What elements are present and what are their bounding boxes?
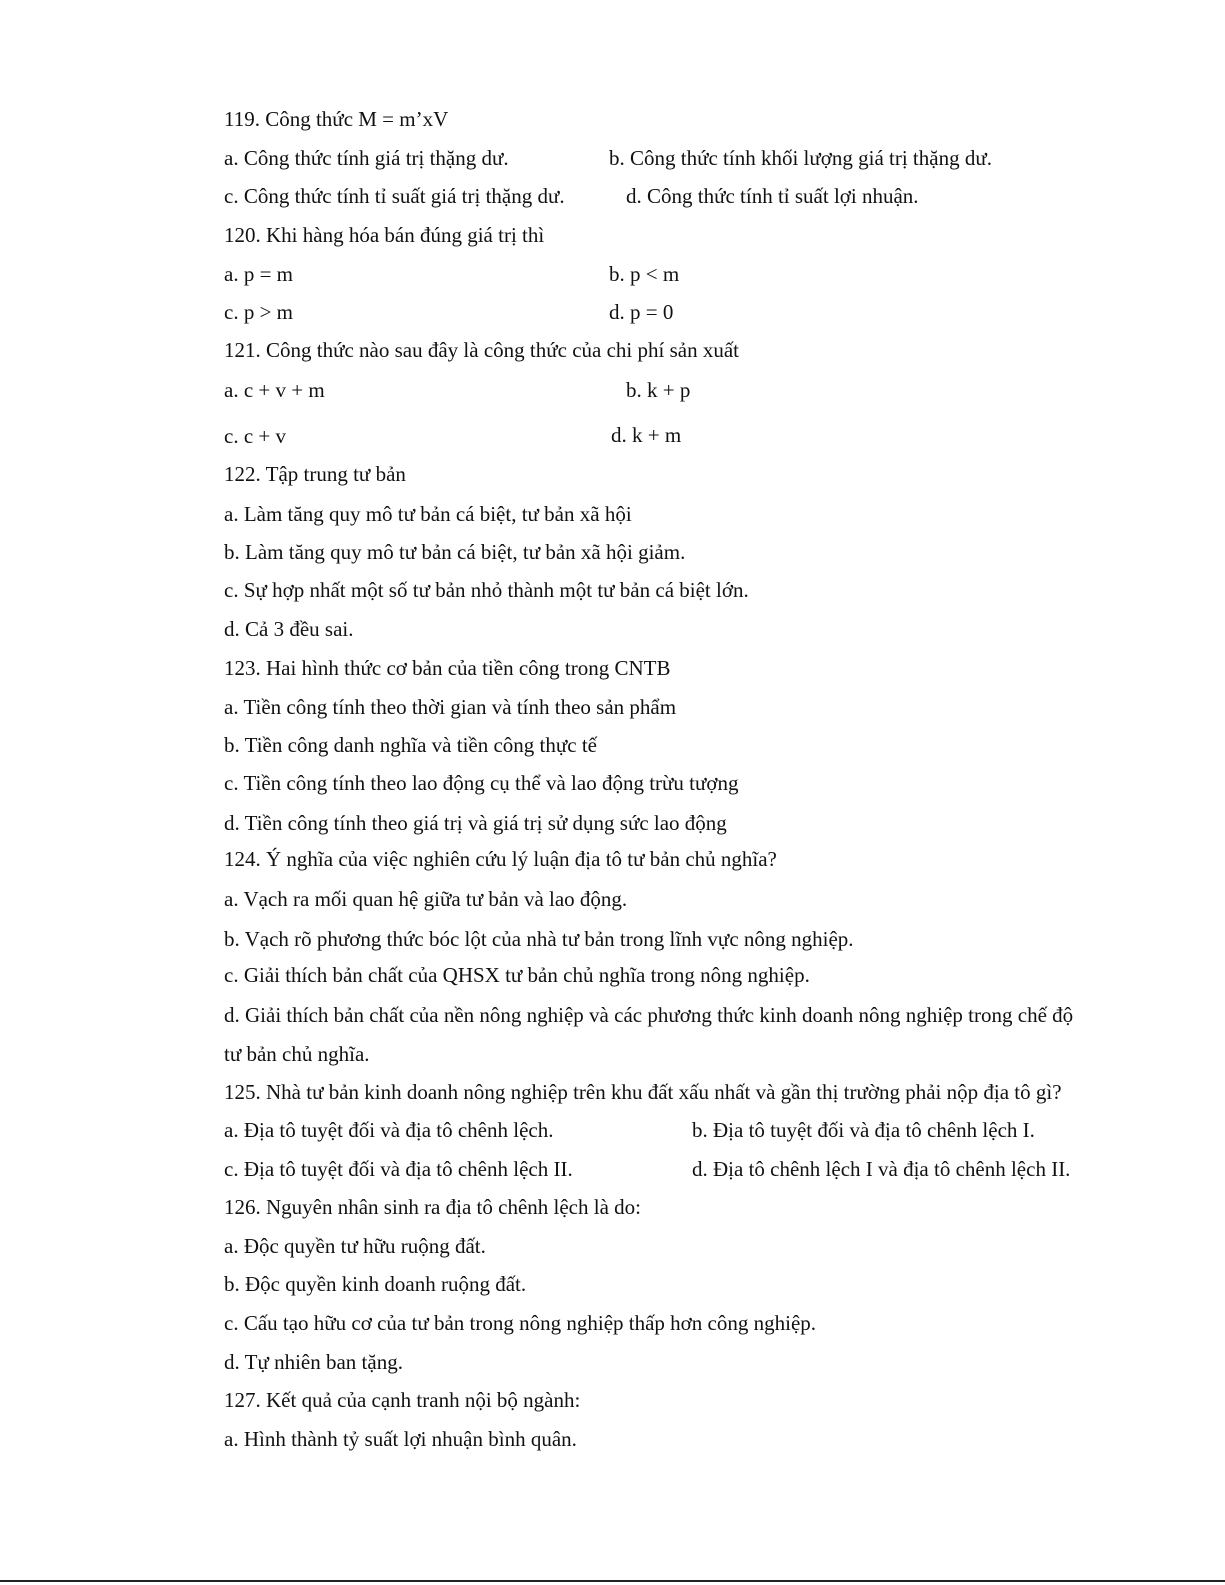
option-124-b: b. Vạch rõ phương thức bóc lột của nhà tư bản trong lĩnh vực nông nghiệp. (224, 927, 854, 951)
option-124-c: c. Giải thích bản chất của QHSX tư bản chủ nghĩa trong nông nghiệp. (224, 963, 810, 987)
option-121-b: b. k + p (626, 378, 691, 402)
option-123-a: a. Tiền công tính theo thời gian và tính theo sản phẩm (224, 695, 677, 719)
option-125-d: d. Địa tô chênh lệch I và địa tô chênh lệch II. (692, 1157, 1071, 1181)
option-124-d: d. Giải thích bản chất của nền nông nghiệp và các phương thức kinh doanh nông nghiệp trong chế độ (224, 1003, 1074, 1027)
option-125-c: c. Địa tô tuyệt đối và địa tô chênh lệch II. (224, 1157, 573, 1181)
option-120-d: d. p = 0 (609, 300, 674, 324)
question-121: 121. Công thức nào sau đây là công thức của chi phí sản xuất (224, 338, 739, 362)
option-122-d: d. Cả 3 đều sai. (224, 617, 354, 641)
question-125: 125. Nhà tư bản kinh doanh nông nghiệp trên khu đất xấu nhất và gần thị trường phải nộp địa tô gì? (224, 1080, 1062, 1104)
question-127: 127. Kết quả của cạnh tranh nội bộ ngành: (224, 1388, 581, 1412)
option-123-b: b. Tiền công danh nghĩa và tiền công thực tế (224, 733, 597, 757)
option-119-c: c. Công thức tính tỉ suất giá trị thặng dư. (224, 184, 565, 208)
option-126-b: b. Độc quyền kinh doanh ruộng đất. (224, 1272, 527, 1296)
option-119-a: a. Công thức tính giá trị thặng dư. (224, 146, 509, 170)
question-126: 126. Nguyên nhân sinh ra địa tô chênh lệch là do: (224, 1195, 641, 1219)
option-120-a: a. p = m (224, 262, 293, 286)
option-127-a: a. Hình thành tỷ suất lợi nhuận bình quân. (224, 1427, 577, 1451)
option-120-b: b. p < m (609, 262, 680, 286)
option-122-b: b. Làm tăng quy mô tư bản cá biệt, tư bản xã hội giảm. (224, 540, 686, 564)
question-123: 123. Hai hình thức cơ bản của tiền công trong CNTB (224, 656, 671, 680)
option-122-a: a. Làm tăng quy mô tư bản cá biệt, tư bản xã hội (224, 502, 632, 526)
option-122-c: c. Sự hợp nhất một số tư bản nhỏ thành một tư bản cá biệt lớn. (224, 578, 749, 602)
question-119: 119. Công thức M = m’xV (224, 107, 449, 131)
option-120-c: c. p > m (224, 300, 293, 324)
question-120: 120. Khi hàng hóa bán đúng giá trị thì (224, 223, 545, 247)
option-119-d: d. Công thức tính tỉ suất lợi nhuận. (626, 184, 919, 208)
question-122: 122. Tập trung tư bản (224, 462, 406, 486)
option-124-d-continuation: tư bản chủ nghĩa. (224, 1042, 370, 1066)
option-125-b: b. Địa tô tuyệt đối và địa tô chênh lệch I. (692, 1118, 1035, 1142)
option-119-b: b. Công thức tính khối lượng giá trị thặng dư. (609, 146, 992, 170)
option-125-a: a. Địa tô tuyệt đối và địa tô chênh lệch. (224, 1118, 554, 1142)
page-bottom-rule (0, 1580, 1225, 1582)
option-126-d: d. Tự nhiên ban tặng. (224, 1350, 403, 1374)
question-124: 124. Ý nghĩa của việc nghiên cứu lý luận địa tô tư bản chủ nghĩa? (224, 847, 777, 871)
option-126-a: a. Độc quyền tư hữu ruộng đất. (224, 1234, 486, 1258)
option-124-a: a. Vạch ra mối quan hệ giữa tư bản và lao động. (224, 887, 628, 911)
option-121-c: c. c + v (224, 424, 286, 448)
option-126-c: c. Cấu tạo hữu cơ của tư bản trong nông nghiệp thấp hơn công nghiệp. (224, 1311, 817, 1335)
option-123-c: c. Tiền công tính theo lao động cụ thể và lao động trừu tượng (224, 771, 739, 795)
option-121-a: a. c + v + m (224, 378, 325, 402)
option-121-d: d. k + m (611, 423, 682, 447)
option-123-d: d. Tiền công tính theo giá trị và giá trị sử dụng sức lao động (224, 811, 727, 835)
